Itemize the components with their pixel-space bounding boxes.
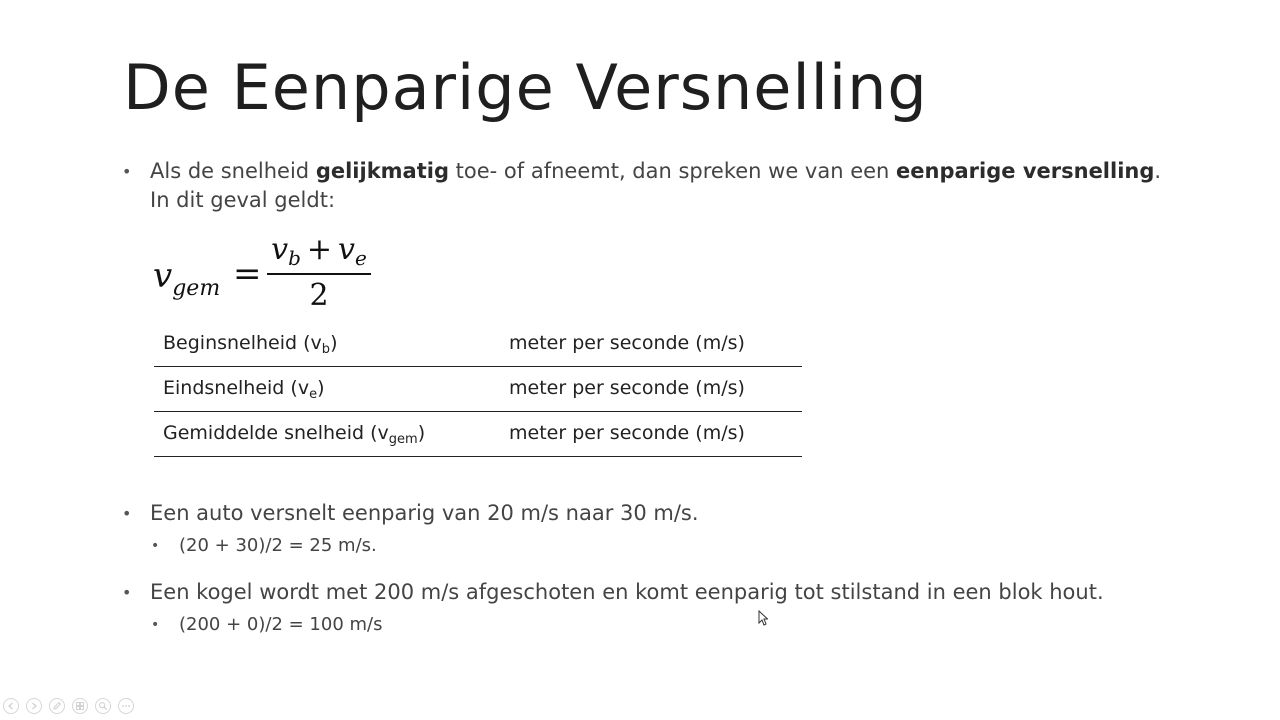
bullet-dot: • [151, 617, 160, 633]
zoom-icon [98, 701, 108, 711]
formula-lhs-symbol: v [153, 256, 173, 296]
quantity-cell [163, 377, 324, 402]
formula-denominator: 2 [309, 278, 329, 313]
formula-lhs-sub: gem [172, 276, 221, 301]
previous-slide-button[interactable] [3, 698, 19, 714]
quantity-label: Gemiddelde snelheid (v [163, 422, 389, 444]
table-row [154, 367, 802, 412]
quantity-sub: gem [388, 432, 418, 447]
example-1-bullet [122, 499, 699, 528]
bullet-dot: • [151, 538, 160, 554]
quantity-cell [163, 422, 425, 447]
formula-vb-sub: b [288, 246, 301, 270]
quantity-close: ) [317, 377, 325, 399]
formula-equals: = [233, 254, 262, 294]
intro-text-3: . [1154, 159, 1162, 183]
quantity-label: Beginsnelheid (v [163, 332, 322, 354]
intro-bullet [122, 157, 1162, 186]
mouse-cursor-icon [758, 610, 768, 626]
quantity-close: ) [330, 332, 338, 354]
more-options-button[interactable] [118, 698, 134, 714]
next-icon [29, 701, 39, 711]
zoom-button[interactable] [95, 698, 111, 714]
presenter-toolbar [3, 698, 134, 716]
example-1-answer [151, 534, 377, 558]
table-row [154, 412, 802, 457]
formula-fraction-bar [267, 273, 371, 275]
example-2-answer [151, 613, 383, 637]
bullet-dot: • [122, 162, 132, 181]
pen-tool-button[interactable] [49, 698, 65, 714]
previous-icon [6, 701, 16, 711]
slide-title: De Eenparige Versnelling [123, 51, 928, 124]
unit-cell: meter per seconde (m/s) [509, 422, 745, 444]
average-speed-formula [153, 228, 413, 318]
more-icon [121, 701, 131, 711]
bullet-dot: • [122, 583, 132, 602]
quantity-cell [163, 332, 337, 357]
units-table [154, 322, 802, 457]
table-row [154, 322, 802, 367]
formula-lhs [153, 256, 220, 301]
bullet-dot: • [122, 504, 132, 523]
intro-text-2: toe- of afneemt, dan spreken we van een [449, 159, 897, 183]
example-2-answer-text: (200 + 0)/2 = 100 m/s [179, 614, 383, 635]
quantity-label: Eindsnelheid (v [163, 377, 310, 399]
quantity-close: ) [417, 422, 426, 444]
slides-icon [75, 701, 85, 711]
unit-cell: meter per seconde (m/s) [509, 377, 745, 399]
unit-cell: meter per seconde (m/s) [509, 332, 745, 354]
next-slide-button[interactable] [26, 698, 42, 714]
pen-icon [52, 701, 62, 711]
formula-ve-symbol: v [338, 232, 355, 267]
intro-bold-gelijkmatig: gelijkmatig [315, 159, 449, 183]
example-1-answer-text: (20 + 30)/2 = 25 m/s. [179, 535, 377, 556]
formula-vb-symbol: v [271, 232, 289, 267]
intro-bold-eenparige-versnelling: eenparige versnelling [896, 159, 1155, 183]
quantity-sub: b [321, 342, 331, 357]
formula-numerator [267, 232, 371, 270]
quantity-sub: e [309, 387, 318, 402]
example-2-text: Een kogel wordt met 200 m/s afgeschoten en komt eenparig tot stilstand in een blok hout. [150, 580, 1104, 604]
formula-plus: + [306, 232, 333, 267]
intro-text-1: Als de snelheid [150, 159, 316, 183]
example-2-bullet [122, 578, 1104, 607]
see-all-slides-button[interactable] [72, 698, 88, 714]
example-1-text: Een auto versnelt eenparig van 20 m/s naar 30 m/s. [150, 501, 699, 525]
formula-ve-sub: e [355, 246, 367, 270]
intro-line-2: In dit geval geldt: [150, 188, 336, 212]
